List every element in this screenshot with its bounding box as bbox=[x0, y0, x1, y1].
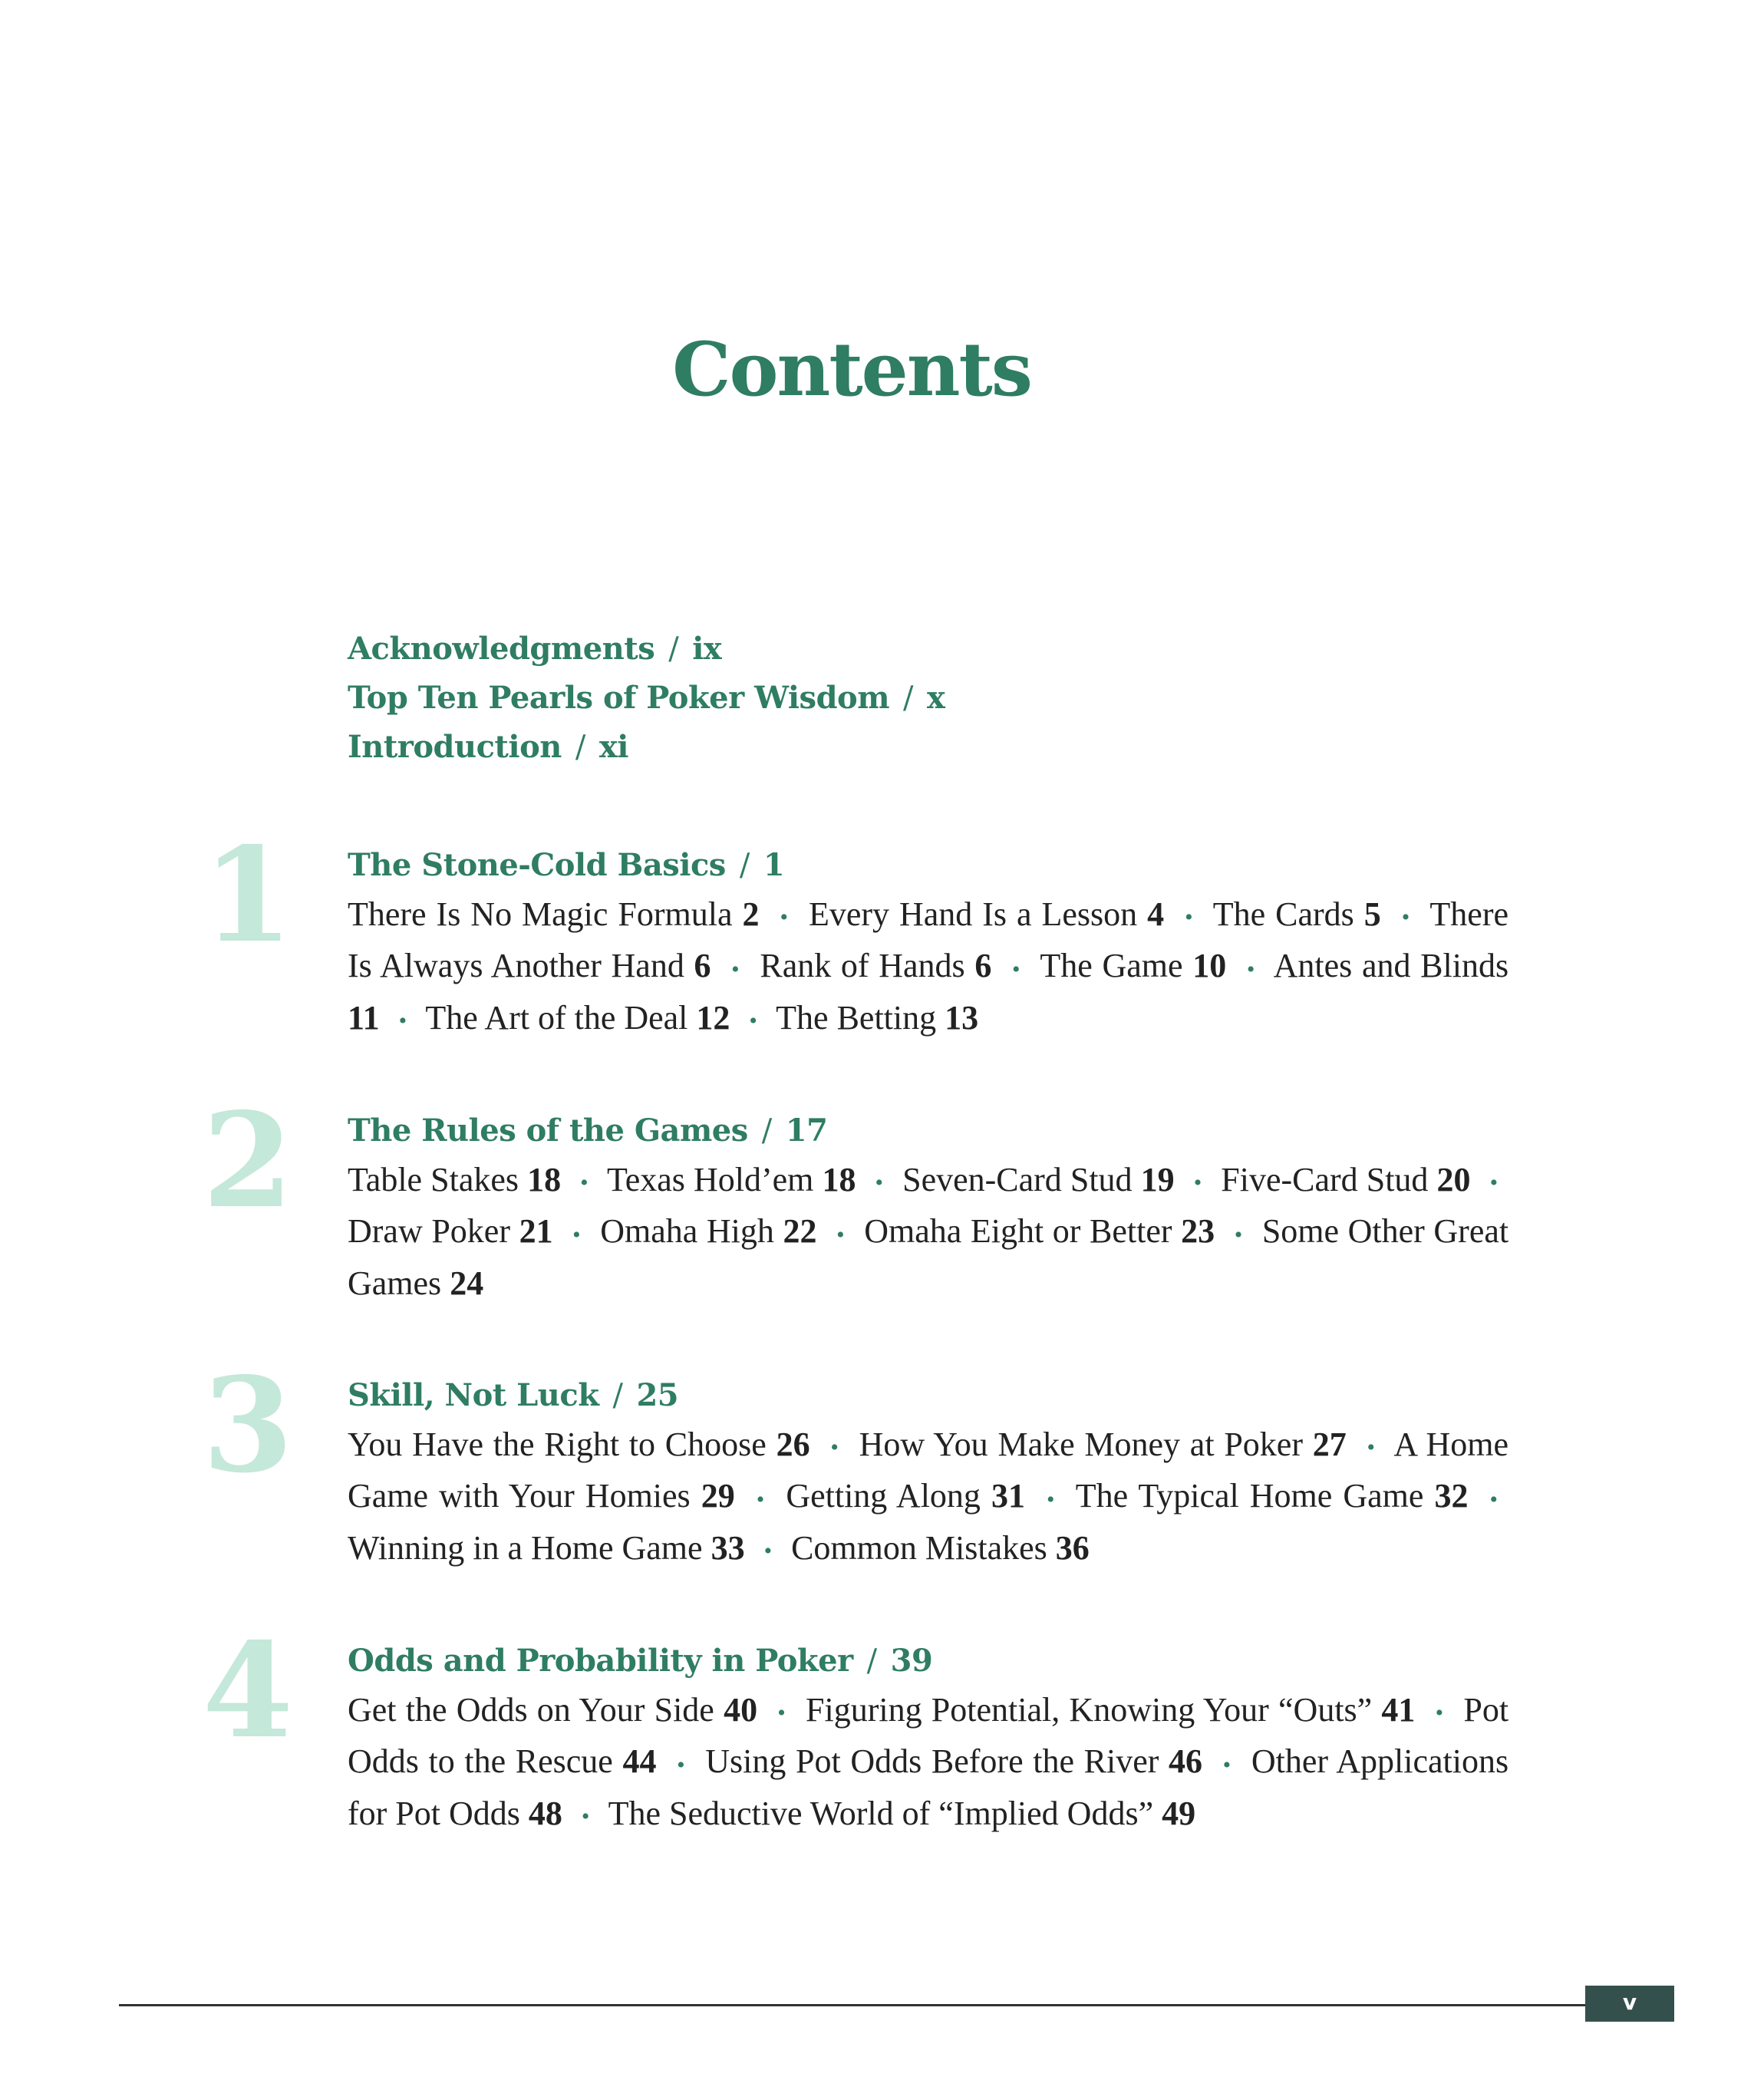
bullet-separator: • bbox=[581, 1804, 590, 1830]
section-page: 13 bbox=[945, 998, 979, 1037]
footer-rule bbox=[119, 2004, 1585, 2006]
bullet-separator: • bbox=[1489, 1486, 1499, 1512]
bullet-separator: • bbox=[1193, 1170, 1202, 1196]
separator: / bbox=[612, 1378, 623, 1413]
section-page: 49 bbox=[1162, 1794, 1196, 1832]
page-title: Contents bbox=[672, 326, 1031, 413]
separator: / bbox=[761, 1113, 772, 1149]
chapter-3 bbox=[202, 1349, 1509, 1575]
section-page: 40 bbox=[724, 1691, 758, 1729]
section-entry[interactable] bbox=[348, 1161, 561, 1198]
section-title: How You Make Money at Poker bbox=[859, 1426, 1303, 1463]
section-page: 32 bbox=[1434, 1477, 1469, 1515]
section-list bbox=[348, 1155, 1508, 1307]
bullet-separator: • bbox=[1234, 1221, 1243, 1248]
bullet-separator: • bbox=[731, 956, 740, 982]
section-title: Using Pot Odds Before the River bbox=[705, 1742, 1159, 1781]
section-title: Five-Card Stud bbox=[1221, 1161, 1429, 1198]
section-page: 4 bbox=[1147, 895, 1165, 933]
section-title: Getting Along bbox=[786, 1477, 981, 1515]
separator: / bbox=[866, 1643, 877, 1679]
section-entry[interactable] bbox=[425, 999, 730, 1037]
chapter-number-graphic: 1 bbox=[202, 819, 294, 972]
bullet-separator: • bbox=[777, 1700, 786, 1726]
separator: / bbox=[739, 848, 750, 883]
section-page: 26 bbox=[776, 1426, 810, 1463]
section-title: A Home Game with Your Homies bbox=[348, 1426, 1509, 1515]
separator: / bbox=[903, 681, 914, 716]
heading-title: Odds and Probability in Poker bbox=[348, 1643, 853, 1679]
section-title: Pot Odds to the Rescue bbox=[348, 1691, 1509, 1781]
bullet-separator: • bbox=[1401, 905, 1410, 931]
section-title: Some Other Great Games bbox=[348, 1212, 1509, 1302]
section-entry[interactable] bbox=[902, 1161, 1175, 1198]
section-title: Table Stakes bbox=[348, 1161, 519, 1198]
section-page: 6 bbox=[694, 947, 711, 985]
section-page: 29 bbox=[701, 1477, 735, 1515]
chapter-number-graphic: 3 bbox=[202, 1349, 294, 1502]
separator: / bbox=[668, 631, 679, 667]
section-title: Antes and Blinds bbox=[1273, 947, 1509, 985]
section-title: Common Mistakes bbox=[791, 1528, 1047, 1567]
section-page: 33 bbox=[711, 1528, 745, 1567]
section-entry[interactable] bbox=[348, 1691, 757, 1729]
section-title: The Game bbox=[1040, 947, 1183, 985]
heading-title: Top Ten Pearls of Poker Wisdom bbox=[348, 680, 890, 716]
section-title: Draw Poker bbox=[348, 1212, 510, 1251]
section-title: Omaha Eight or Better bbox=[864, 1212, 1172, 1251]
section-entry[interactable] bbox=[348, 1529, 745, 1567]
chapter-4 bbox=[202, 1614, 1509, 1841]
bullet-separator: • bbox=[836, 1221, 845, 1248]
toc-heading[interactable] bbox=[348, 1637, 1508, 1686]
bullet-separator: • bbox=[580, 1170, 589, 1196]
heading-page: xi bbox=[598, 729, 628, 765]
bullet-separator: • bbox=[1367, 1435, 1376, 1461]
section-page: 21 bbox=[519, 1212, 553, 1251]
section-entry[interactable] bbox=[1221, 1161, 1470, 1198]
section-entry[interactable] bbox=[760, 947, 991, 984]
section-title: Omaha High bbox=[600, 1212, 774, 1251]
section-entry[interactable] bbox=[786, 1477, 1025, 1515]
chapter-2 bbox=[202, 1084, 1509, 1307]
bullet-separator: • bbox=[780, 905, 788, 931]
section-title: The Seductive World of “Implied Odds” bbox=[608, 1794, 1154, 1832]
section-title: Figuring Potential, Knowing Your “Outs” bbox=[806, 1691, 1373, 1729]
section-page: 27 bbox=[1312, 1426, 1347, 1463]
heading-page: ix bbox=[692, 631, 722, 667]
bullet-separator: • bbox=[398, 1008, 407, 1034]
toc-heading[interactable] bbox=[348, 674, 945, 723]
bullet-separator: • bbox=[756, 1486, 765, 1512]
section-page: 48 bbox=[528, 1794, 562, 1832]
heading-page: 1 bbox=[763, 847, 785, 883]
section-page: 2 bbox=[742, 895, 760, 933]
page-number: v bbox=[1585, 1986, 1674, 2022]
heading-title: The Rules of the Games bbox=[348, 1113, 748, 1149]
chapter-number-graphic: 2 bbox=[202, 1084, 294, 1238]
section-page: 36 bbox=[1055, 1528, 1090, 1567]
section-title: There Is No Magic Formula bbox=[348, 895, 733, 933]
section-page: 6 bbox=[974, 947, 992, 985]
section-page: 11 bbox=[348, 998, 380, 1037]
chapter-1 bbox=[202, 819, 1509, 1045]
section-title: Rank of Hands bbox=[760, 947, 965, 985]
section-page: 44 bbox=[622, 1742, 657, 1781]
section-title: Texas Hold’em bbox=[606, 1161, 814, 1198]
section-page: 24 bbox=[450, 1264, 484, 1302]
section-list bbox=[348, 1420, 1508, 1575]
section-list bbox=[348, 890, 1508, 1045]
section-entry[interactable] bbox=[705, 1742, 1202, 1780]
section-title: The Cards bbox=[1212, 895, 1354, 933]
bullet-separator: • bbox=[1435, 1700, 1444, 1726]
section-entry[interactable] bbox=[806, 1691, 1415, 1729]
section-page: 31 bbox=[991, 1477, 1025, 1515]
bullet-separator: • bbox=[572, 1221, 581, 1248]
front-matter-list bbox=[348, 625, 945, 772]
section-page: 10 bbox=[1192, 947, 1227, 985]
section-entry[interactable] bbox=[859, 1426, 1347, 1463]
section-title: Winning in a Home Game bbox=[348, 1528, 703, 1567]
section-entry[interactable] bbox=[1213, 895, 1381, 933]
heading-title: The Stone-Cold Basics bbox=[348, 847, 726, 883]
heading-page: 25 bbox=[636, 1377, 679, 1413]
heading-page: 17 bbox=[785, 1113, 828, 1149]
chapter-number-graphic: 4 bbox=[202, 1614, 294, 1768]
section-page: 41 bbox=[1381, 1691, 1416, 1729]
bullet-separator: • bbox=[749, 1008, 757, 1034]
toc-heading[interactable] bbox=[348, 723, 945, 772]
section-page: 18 bbox=[527, 1161, 562, 1198]
section-entry[interactable] bbox=[776, 999, 978, 1037]
section-page: 5 bbox=[1363, 895, 1381, 933]
bullet-separator: • bbox=[1489, 1170, 1499, 1196]
separator: / bbox=[575, 730, 585, 765]
section-title: There Is Always Another Hand bbox=[348, 895, 1508, 985]
section-page: 23 bbox=[1181, 1212, 1215, 1251]
section-page: 46 bbox=[1169, 1742, 1203, 1781]
section-entry[interactable] bbox=[600, 1212, 816, 1250]
bullet-separator: • bbox=[763, 1538, 773, 1564]
toc-heading[interactable] bbox=[348, 1371, 1508, 1420]
bullet-separator: • bbox=[1047, 1486, 1055, 1512]
section-title: Seven-Card Stud bbox=[902, 1161, 1133, 1198]
bullet-separator: • bbox=[830, 1435, 839, 1461]
bullet-separator: • bbox=[1185, 905, 1193, 931]
bullet-separator: • bbox=[1012, 956, 1020, 982]
section-entry[interactable] bbox=[809, 895, 1164, 933]
section-page: 18 bbox=[822, 1161, 856, 1198]
section-title: The Art of the Deal bbox=[425, 998, 688, 1037]
section-title: You Have the Right to Choose bbox=[348, 1426, 767, 1463]
section-entry[interactable] bbox=[608, 1795, 1195, 1832]
section-list bbox=[348, 1686, 1508, 1841]
heading-title: Introduction bbox=[348, 729, 562, 765]
bullet-separator: • bbox=[1222, 1752, 1232, 1778]
toc-heading[interactable] bbox=[348, 841, 1508, 890]
heading-title: Skill, Not Luck bbox=[348, 1377, 599, 1413]
heading-title: Acknowledgments bbox=[348, 631, 655, 667]
section-entry[interactable] bbox=[1076, 1477, 1469, 1515]
section-title: Every Hand Is a Lesson bbox=[808, 895, 1138, 933]
section-entry[interactable] bbox=[348, 1426, 810, 1463]
heading-page: 39 bbox=[890, 1643, 933, 1679]
section-title: Get the Odds on Your Side bbox=[348, 1691, 714, 1729]
bullet-separator: • bbox=[1246, 956, 1255, 982]
section-entry[interactable] bbox=[864, 1212, 1215, 1250]
bullet-separator: • bbox=[677, 1752, 685, 1778]
section-entry[interactable] bbox=[1040, 947, 1226, 984]
toc-heading[interactable] bbox=[348, 1106, 1508, 1155]
section-page: 19 bbox=[1140, 1161, 1175, 1198]
toc-heading[interactable] bbox=[348, 625, 945, 674]
section-page: 12 bbox=[696, 998, 730, 1037]
heading-page: x bbox=[927, 680, 945, 716]
section-page: 22 bbox=[783, 1212, 817, 1251]
section-title: The Typical Home Game bbox=[1075, 1477, 1424, 1515]
section-entry[interactable] bbox=[607, 1161, 856, 1198]
section-title: Other Applications for Pot Odds bbox=[348, 1742, 1509, 1832]
section-entry[interactable] bbox=[348, 895, 759, 933]
section-entry[interactable] bbox=[791, 1529, 1090, 1567]
bullet-separator: • bbox=[875, 1170, 884, 1196]
section-page: 20 bbox=[1436, 1161, 1471, 1198]
section-title: The Betting bbox=[776, 998, 937, 1037]
section-entry[interactable] bbox=[348, 1212, 553, 1250]
